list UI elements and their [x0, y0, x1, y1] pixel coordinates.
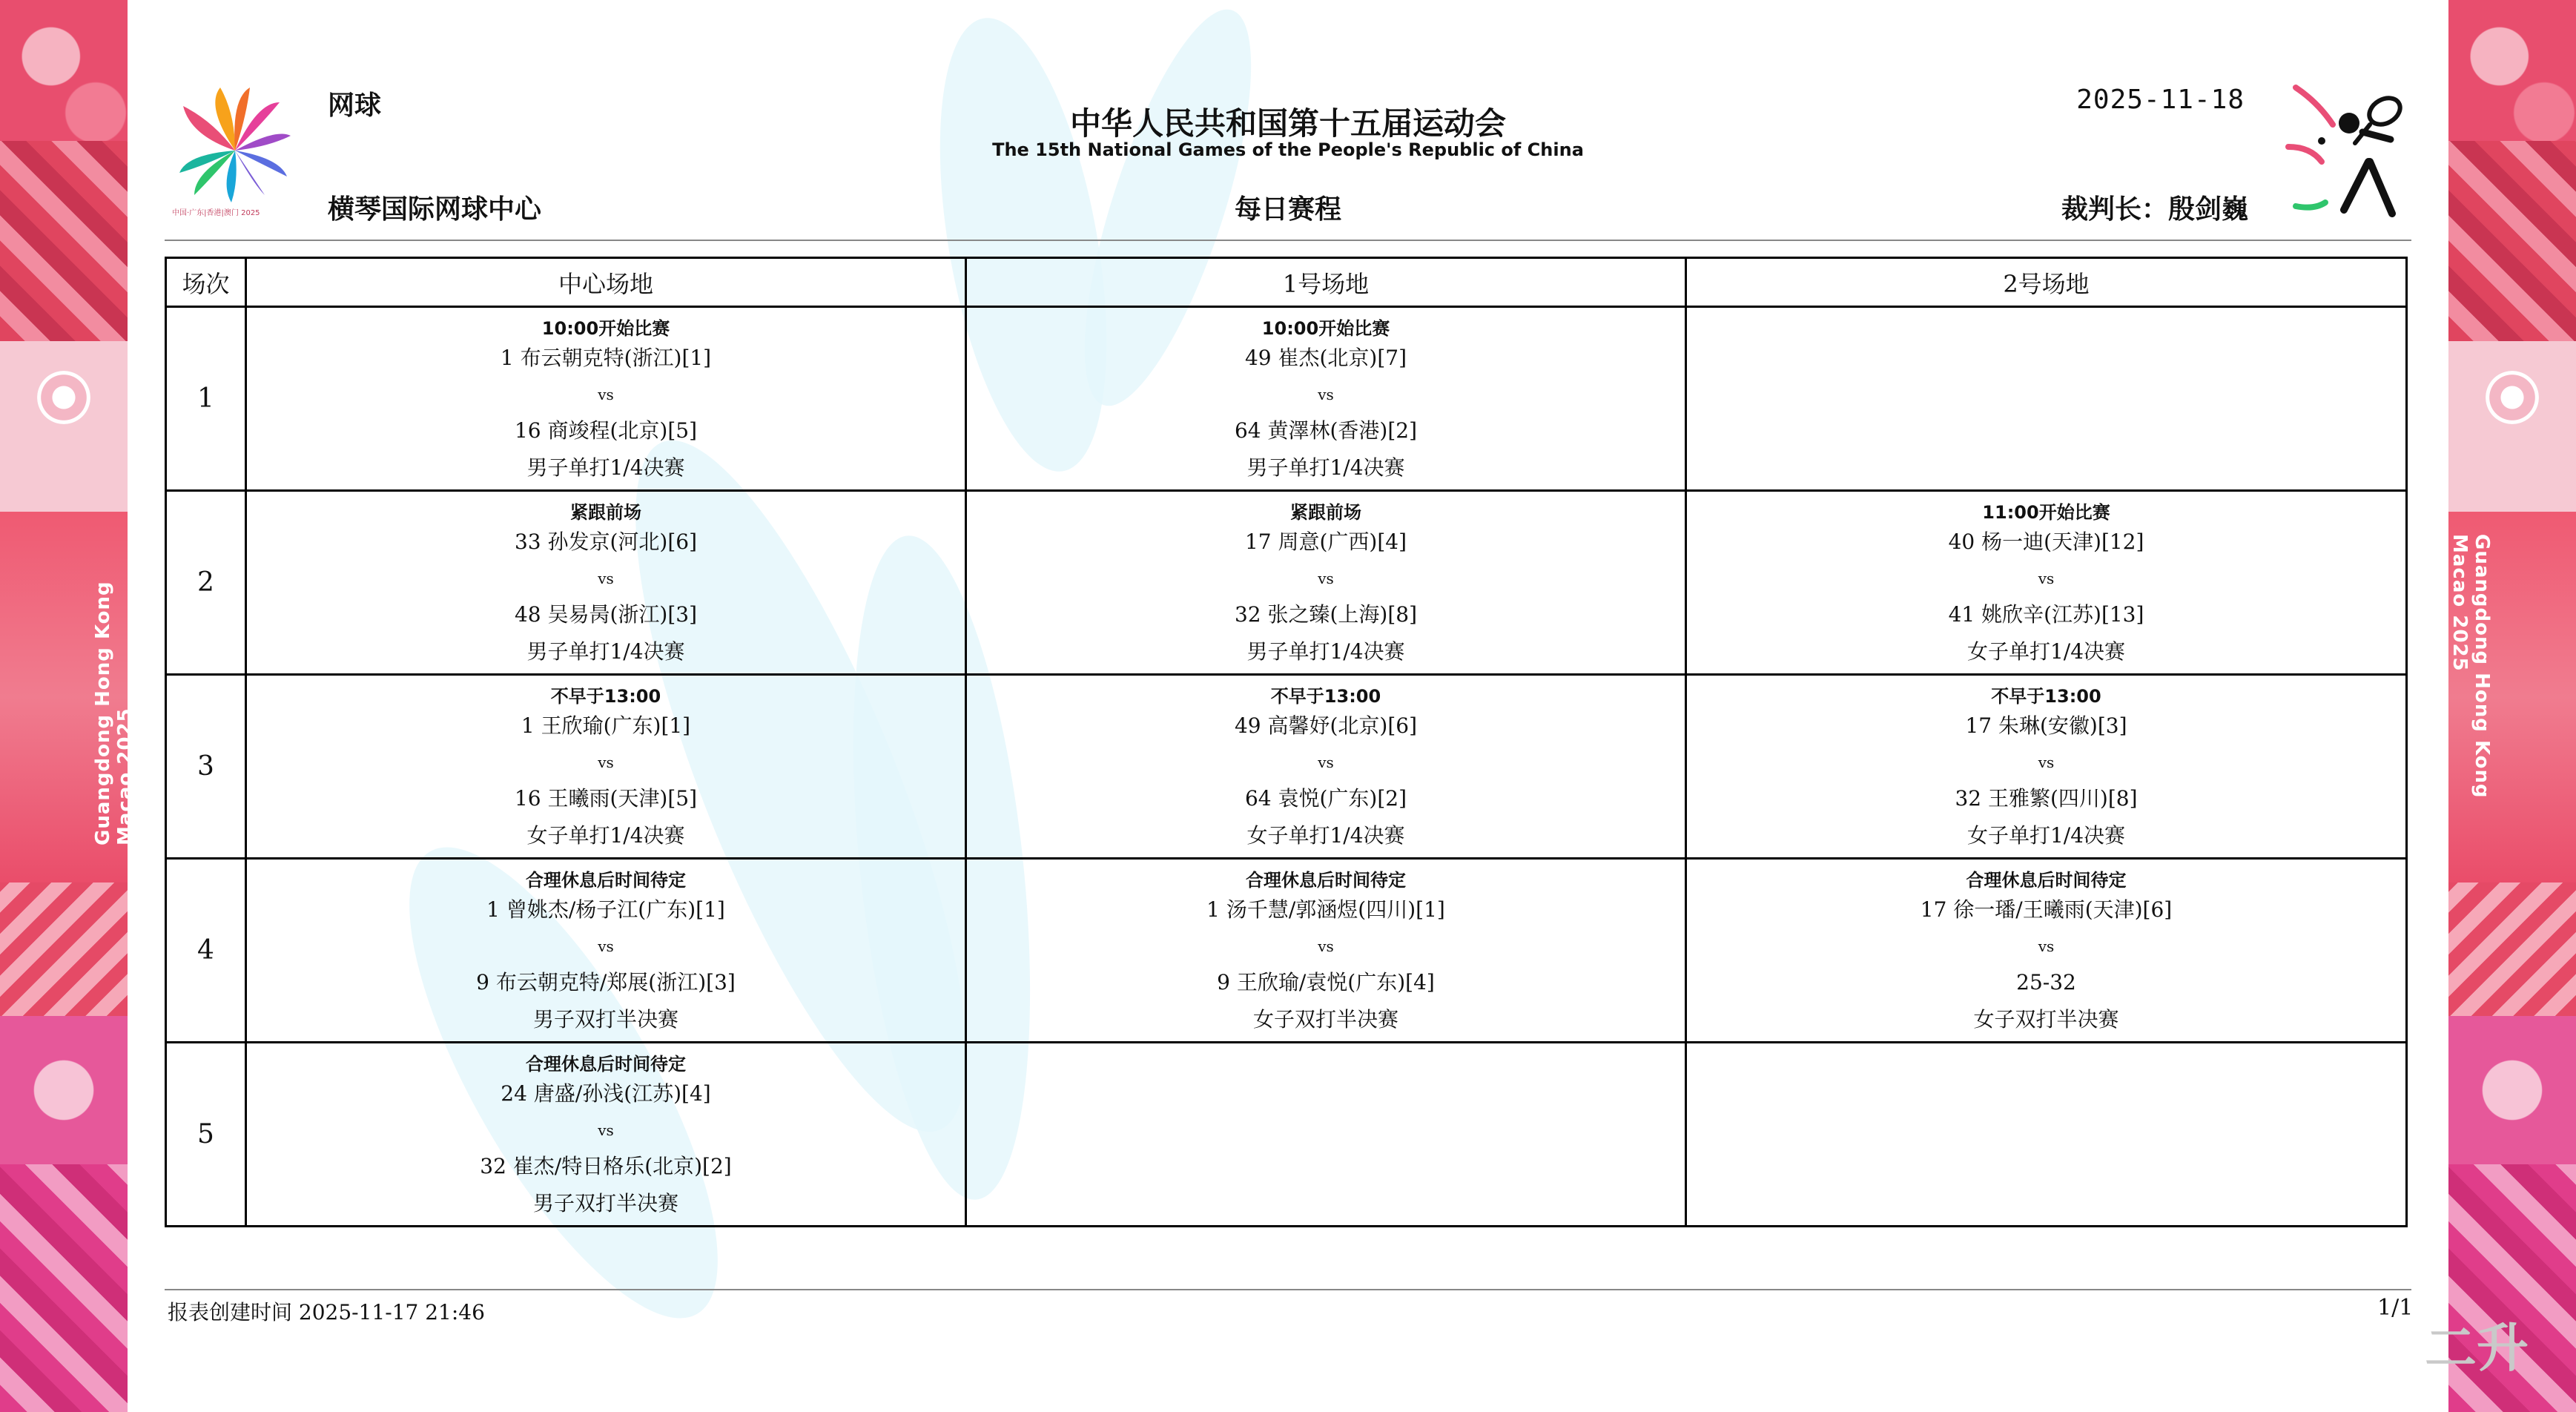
versus-label: vs: [1318, 385, 1334, 403]
logo-caption: 中国·广东|香港|澳门 2025: [172, 209, 260, 217]
match-cell: [966, 491, 1686, 675]
match-cell: [966, 675, 1686, 859]
match-start-time: [967, 1049, 1685, 1079]
player-1: 1 布云朝克特(浙江)[1]: [500, 345, 712, 370]
match-start-time: 紧跟前场: [570, 501, 641, 523]
player-2: 64 袁悦(广东)[2]: [1244, 785, 1407, 811]
column-header-match-no: 场次: [166, 258, 246, 307]
versus-label: vs: [598, 385, 614, 403]
banner-text: Guangdong Hong Kong Macao 2025: [2448, 534, 2493, 799]
match-start-time: [1687, 1049, 2405, 1079]
event-name: 男子双打半决赛: [532, 1006, 678, 1032]
games-emblem-icon: [37, 371, 90, 424]
versus-label: vs: [1318, 569, 1334, 587]
versus-label: vs: [1318, 937, 1334, 955]
versus-label: vs: [2038, 937, 2055, 955]
venue-label: 横琴国际网球中心: [328, 194, 542, 225]
player-2: 32 崔杰/特日格乐(北京)[2]: [480, 1153, 732, 1178]
player-2: 9 王欣瑜/袁悦(广东)[4]: [1217, 969, 1435, 994]
match-start-time: 11:00开始比赛: [1982, 501, 2110, 523]
match-cell: [246, 675, 966, 859]
player-2: 9 布云朝克特/郑展(浙江)[3]: [476, 969, 736, 994]
match-order-number: 4: [166, 859, 246, 1043]
versus-label: vs: [1318, 753, 1334, 771]
table-row: [166, 307, 2407, 491]
schedule-date: 2025-11-18: [2076, 85, 2245, 115]
event-name: 女子单打1/4决赛: [1246, 822, 1405, 848]
player-1: 1 汤千慧/郭涵煜(四川)[1]: [1206, 897, 1445, 922]
player-1: 33 孙发京(河北)[6]: [514, 529, 698, 554]
player-1: 40 杨一迪(天津)[12]: [1948, 529, 2144, 554]
schedule-subtitle: 每日赛程: [1234, 194, 1341, 225]
player-1: 17 徐一璠/王曦雨(天津)[6]: [1920, 897, 2173, 922]
player-2: 64 黄澤林(香港)[2]: [1234, 418, 1418, 443]
event-name: [967, 1189, 1685, 1218]
event-name: 男子单打1/4决赛: [1246, 455, 1405, 480]
player-2: 16 商竣程(北京)[5]: [514, 418, 698, 443]
player-1: [967, 1079, 1685, 1109]
match-start-time: 合理休息后时间待定: [1246, 869, 1406, 891]
page-title-english: The 15th National Games of the People's Republic of China: [992, 139, 1584, 160]
event-name: 男子双打半决赛: [532, 1190, 678, 1215]
match-start-time: 10:00开始比赛: [541, 317, 670, 339]
sport-label: 网球: [328, 90, 382, 121]
header-divider: [165, 240, 2411, 241]
event-name: 女子单打1/4决赛: [526, 822, 685, 848]
player-1: 49 高馨妤(北京)[6]: [1234, 713, 1418, 738]
table-row: [166, 859, 2407, 1043]
event-name: 男子单打1/4决赛: [526, 639, 685, 664]
event-name: [1687, 453, 2405, 483]
player-2: 41 姚欣辛(江苏)[13]: [1948, 601, 2144, 627]
watermark-stamp: 二升: [2425, 1318, 2529, 1379]
table-row: [166, 1043, 2407, 1227]
player-2: [1687, 416, 2405, 446]
versus-label: [967, 1109, 1685, 1152]
match-cell: [1686, 675, 2407, 859]
match-start-time: 10:00开始比赛: [1261, 317, 1390, 339]
match-order-number: 3: [166, 675, 246, 859]
match-cell: [1686, 307, 2407, 491]
match-start-time: 不早于13:00: [1991, 685, 2101, 707]
match-cell: [246, 859, 966, 1043]
match-start-time: 合理休息后时间待定: [526, 869, 686, 891]
versus-label: vs: [598, 569, 614, 587]
versus-label: [1687, 1109, 2405, 1152]
player-1: [1687, 1079, 2405, 1109]
table-row: [166, 491, 2407, 675]
games-emblem-icon: [2486, 371, 2539, 424]
footer-divider: [165, 1289, 2411, 1290]
match-order-number: 2: [166, 491, 246, 675]
match-cell: [246, 1043, 966, 1227]
player-2: 16 王曦雨(天津)[5]: [514, 785, 698, 811]
page-number: 1/1: [2377, 1295, 2414, 1321]
versus-label: vs: [598, 1121, 614, 1139]
match-cell: [966, 307, 1686, 491]
banner-text: Guangdong Hong Kong Macao 2025: [92, 581, 136, 845]
event-name: 男子单打1/4决赛: [526, 455, 685, 480]
report-created-time: 报表创建时间 2025-11-17 21:46: [168, 1300, 485, 1324]
player-1: 17 周意(广西)[4]: [1244, 529, 1407, 554]
match-cell: [246, 307, 966, 491]
tennis-pictogram-icon: [2281, 80, 2414, 228]
event-name: [1687, 1189, 2405, 1218]
match-start-time: 不早于13:00: [550, 685, 661, 707]
versus-label: vs: [2038, 753, 2055, 771]
player-1: [1687, 343, 2405, 373]
match-start-time: 合理休息后时间待定: [526, 1053, 686, 1075]
match-order-number: 1: [166, 307, 246, 491]
match-order-number: 5: [166, 1043, 246, 1227]
event-name: 女子单打1/4决赛: [1966, 639, 2126, 664]
event-name: 女子双打半决赛: [1973, 1006, 2119, 1032]
match-cell: [1686, 491, 2407, 675]
column-header-court-2: 2号场地: [1686, 258, 2407, 307]
event-name: 男子单打1/4决赛: [1246, 639, 1405, 664]
referee-label: 裁判长：殷剑巍: [2061, 194, 2248, 225]
column-header-center-court: 中心场地: [246, 258, 966, 307]
player-2: [1687, 1152, 2405, 1181]
player-2: 48 吴易昺(浙江)[3]: [514, 601, 698, 627]
table-header-row: [166, 258, 2407, 307]
match-cell: [966, 1043, 1686, 1227]
schedule-table: [165, 257, 2408, 1227]
match-cell: [1686, 859, 2407, 1043]
match-cell: [246, 491, 966, 675]
player-2: 32 王雅繁(四川)[8]: [1955, 785, 2138, 811]
player-1: 17 朱琳(安徽)[3]: [1965, 713, 2127, 738]
versus-label: [1687, 373, 2405, 416]
match-cell: [1686, 1043, 2407, 1227]
player-1: 49 崔杰(北京)[7]: [1244, 345, 1407, 370]
match-start-time: 不早于13:00: [1270, 685, 1381, 707]
player-1: 1 曾姚杰/杨子江(广东)[1]: [486, 897, 725, 922]
match-start-time: 合理休息后时间待定: [1966, 869, 2127, 891]
table-row: [166, 675, 2407, 859]
player-1: 24 唐盛/孙浅(江苏)[4]: [501, 1081, 711, 1106]
event-name: 女子单打1/4决赛: [1966, 822, 2126, 848]
column-header-court-1: 1号场地: [966, 258, 1686, 307]
match-start-time: [1687, 314, 2405, 343]
page-title: 中华人民共和国第十五届运动会: [1069, 105, 1506, 142]
event-name: 女子双打半决赛: [1252, 1006, 1398, 1032]
player-2: [967, 1152, 1685, 1181]
versus-label: vs: [2038, 569, 2055, 587]
player-1: 1 王欣瑜(广东)[1]: [521, 713, 691, 738]
versus-label: vs: [598, 937, 614, 955]
player-2: 32 张之臻(上海)[8]: [1234, 601, 1418, 627]
versus-label: vs: [598, 753, 614, 771]
match-cell: [966, 859, 1686, 1043]
player-2: 25-32: [2016, 969, 2076, 994]
match-start-time: 紧跟前场: [1290, 501, 1361, 523]
